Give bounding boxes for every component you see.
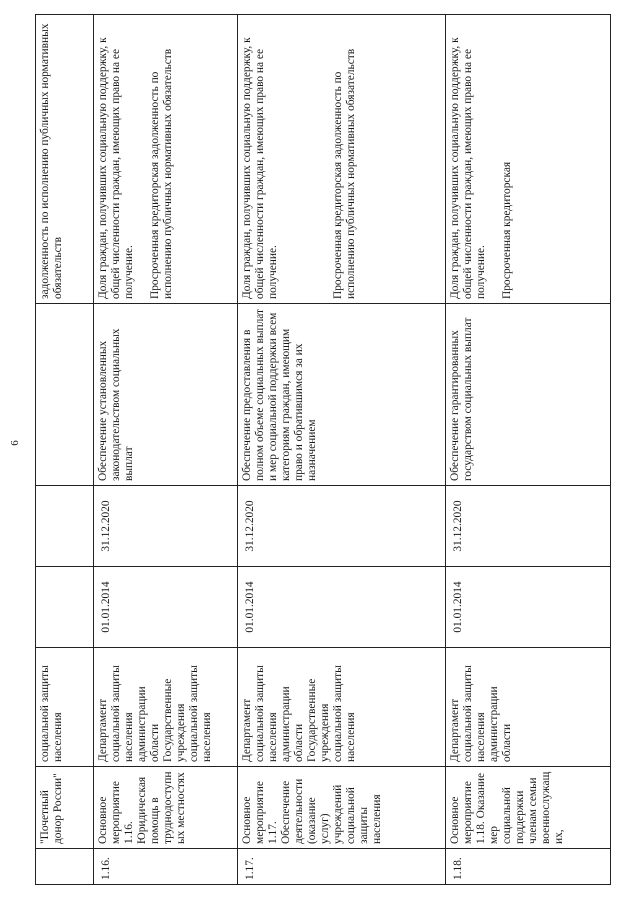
event-cell: Основное мероприятие 1.17. Обеспечение деятельности (оказание услуг) учреждений социальной защиты населения: [238, 767, 446, 849]
event-cell: "Почетный донор России": [36, 767, 94, 849]
row-number: 1.17.: [238, 849, 446, 885]
program-table: [35, 14, 611, 885]
page-number: 6: [8, 440, 21, 446]
start-date-cell: 01.01.2014: [94, 567, 238, 648]
row-number: 1.18.: [446, 849, 611, 885]
end-date-cell: 31.12.2020: [446, 486, 611, 567]
result-cell: [36, 304, 94, 486]
rotated-page: [35, 15, 610, 885]
executor-cell: социальной защиты населения: [36, 648, 94, 767]
executor-cell: Департамент социальной защиты населения администрации области Государственные учреждения социальной защиты населения: [238, 648, 446, 767]
row-number: 1.16.: [94, 849, 238, 885]
table-row: [36, 15, 94, 885]
event-cell: Основное мероприятие 1.16. Юридическая помощь в труднодоступных местностях: [94, 767, 238, 849]
start-date-cell: [36, 567, 94, 648]
executor-cell: Департамент социальной защиты населения администрации области Государственные учреждения социальной защиты населения: [94, 648, 238, 767]
result-cell: Обеспечение гарантированных государством социальных выплат: [446, 304, 611, 486]
start-date-cell: 01.01.2014: [446, 567, 611, 648]
result-cell: Обеспечение предоставления в полном объеме социальных выплат и мер социальной поддержки всем категориям граждан, имеющим право и обратившимся за их назначением: [238, 304, 446, 486]
row-number: [36, 849, 94, 885]
end-date-cell: 31.12.2020: [238, 486, 446, 567]
table-row: [94, 15, 238, 885]
start-date-cell: 01.01.2014: [238, 567, 446, 648]
result-cell: Обеспечение установленных законодательством социальных выплат: [94, 304, 238, 486]
indicator-cell: Доля граждан, получивших социальную поддержку, к общей численности граждан, имеющих право на ее получение. Просроченная кредиторская задолженность по исполнению публичных нормативных обязательств: [94, 15, 238, 304]
event-cell: Основное мероприятие 1.18. Оказание мер социальной поддержки членам семьи военнослужащих,: [446, 767, 611, 849]
table-row: [446, 15, 611, 885]
indicator-cell: Доля граждан, получивших социальную поддержку, к общей численности граждан, имеющих право на ее получение. Просроченная кредиторская: [446, 15, 611, 304]
indicator-cell: задолженность по исполнению публичных нормативных обязательств: [36, 15, 94, 304]
table-row: [238, 15, 446, 885]
end-date-cell: [36, 486, 94, 567]
executor-cell: Департамент социальной защиты населения администрации области: [446, 648, 611, 767]
end-date-cell: 31.12.2020: [94, 486, 238, 567]
indicator-cell: Доля граждан, получивших социальную поддержку, к общей численности граждан, имеющих право на ее получение. Просроченная кредиторская задолженность по исполнению публичных нормативных обязательств: [238, 15, 446, 304]
